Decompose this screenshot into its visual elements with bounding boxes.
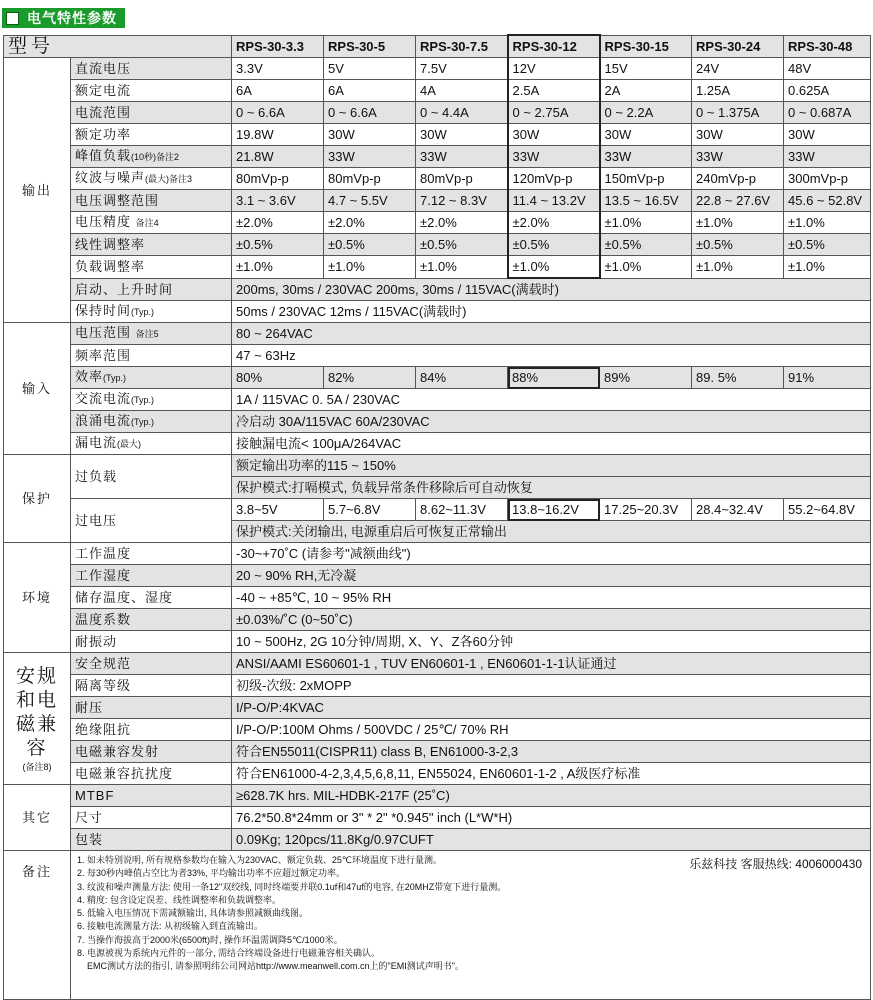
value-cell: 7.5V	[416, 58, 508, 80]
value-cell: 50ms / 230VAC 12ms / 115VAC(满载时)	[232, 301, 871, 323]
hotline-text: 乐兹科技 客服热线: 4006000430	[689, 857, 863, 871]
item-label: 线性调整率	[71, 234, 232, 256]
note-item: 5. 低输入电压情况下需减额输出, 具体请参照减额曲线图。	[77, 908, 309, 919]
value-cell: 150mVp-p	[600, 168, 692, 190]
value-cell: ±2.0%	[416, 212, 508, 234]
row-overload-1	[4, 455, 871, 477]
row-input-voltage	[4, 323, 871, 345]
value-cell: 13.5 ~ 16.5V	[600, 190, 692, 212]
note-item: 8. 电源被视为系统内元件的一部分, 需结合终端设备进行电磁兼容相关确认。	[77, 948, 381, 959]
item-label: 温度系数	[71, 609, 232, 631]
value-cell: ±0.5%	[324, 234, 416, 256]
row-inrush	[4, 411, 871, 433]
value-cell: ≥628.7K hrs. MIL-HDBK-217F (25˚C)	[232, 785, 871, 807]
value-cell: 3.8~5V	[232, 499, 324, 521]
item-label-text: 电压范围	[75, 325, 132, 340]
value-cell: 80%	[232, 367, 324, 389]
value-cell: 12V	[508, 58, 600, 80]
value-cell: 5V	[324, 58, 416, 80]
value-cell: 80mVp-p	[324, 168, 416, 190]
item-label	[71, 301, 232, 323]
value-cell: 28.4~32.4V	[692, 499, 784, 521]
item-label: 启动、上升时间	[71, 278, 232, 301]
value-cell: 保护模式:关闭输出, 电源重启后可恢复正常输出	[232, 521, 871, 543]
value-cell: ±0.5%	[784, 234, 871, 256]
value-cell: 接触漏电流< 100μA/264VAC	[232, 433, 871, 455]
value-cell: 15V	[600, 58, 692, 80]
value-cell: -30~+70˚C (请参考"减额曲线")	[232, 543, 871, 565]
row-emc-emission	[4, 741, 871, 763]
item-label-text: 效率	[75, 369, 104, 384]
value-cell: 33W	[416, 146, 508, 168]
group-notes: 备注	[4, 851, 71, 1000]
section-title: 电气特性参数	[27, 10, 117, 26]
value-cell: 0 ~ 2.75A	[508, 102, 600, 124]
row-isolation	[4, 675, 871, 697]
row-temp-coeff	[4, 609, 871, 631]
item-label: 电磁兼容抗扰度	[71, 763, 232, 785]
item-label: 包装	[71, 829, 232, 851]
group-safety-note: (备注8)	[22, 761, 52, 772]
value-cell: 13.8~16.2V	[508, 499, 600, 521]
value-cell: 17.25~20.3V	[600, 499, 692, 521]
item-label-text: 保持时间	[75, 303, 132, 318]
value-cell: ±2.0%	[232, 212, 324, 234]
row-dimension	[4, 807, 871, 829]
item-label-text: 浪涌电流	[75, 413, 132, 428]
value-cell: 8.62~11.3V	[416, 499, 508, 521]
item-label-note: (最大)备注3	[145, 174, 193, 184]
item-label-note: (Typ.)	[103, 373, 127, 383]
item-label-text: 峰值负载	[75, 148, 132, 163]
item-label: 尺寸	[71, 807, 232, 829]
item-label: 电压调整范围	[71, 190, 232, 212]
section-header	[2, 8, 125, 28]
value-cell: I/P-O/P:100M Ohms / 500VDC / 25℃/ 70% RH	[232, 719, 871, 741]
item-label-note: (Typ.)	[131, 395, 155, 405]
value-cell: ±1.0%	[416, 256, 508, 279]
item-label	[71, 323, 232, 345]
value-cell: 初级-次级: 2xMOPP	[232, 675, 871, 697]
value-cell: ±1.0%	[232, 256, 324, 279]
group-safety-label: 安规和电磁兼容	[15, 665, 58, 759]
row-peak-load	[4, 146, 871, 168]
spec-table	[3, 34, 871, 1000]
value-cell: 45.6 ~ 52.8V	[784, 190, 871, 212]
row-isolation-resistance	[4, 719, 871, 741]
row-ac-current	[4, 389, 871, 411]
value-cell: 33W	[324, 146, 416, 168]
value-cell: 7.12 ~ 8.3V	[416, 190, 508, 212]
value-cell: ±2.0%	[324, 212, 416, 234]
value-cell: ±0.5%	[508, 234, 600, 256]
value-cell: ±0.5%	[232, 234, 324, 256]
row-withstand	[4, 697, 871, 719]
value-cell: ±2.0%	[508, 212, 600, 234]
value-cell: 30W	[784, 124, 871, 146]
value-cell: 47 ~ 63Hz	[232, 345, 871, 367]
value-cell: ±1.0%	[508, 256, 600, 279]
row-emc-immunity	[4, 763, 871, 785]
item-label	[71, 212, 232, 234]
value-cell: 80mVp-p	[416, 168, 508, 190]
item-label: 工作温度	[71, 543, 232, 565]
value-cell: 84%	[416, 367, 508, 389]
note-item: 4. 精度: 包含设定误差、线性调整率和负载调整率。	[77, 894, 282, 905]
value-cell: 30W	[600, 124, 692, 146]
row-load-reg	[4, 256, 871, 279]
notes-cell	[71, 851, 871, 1000]
value-cell: 30W	[508, 124, 600, 146]
item-label	[71, 168, 232, 190]
row-packing	[4, 829, 871, 851]
value-cell: 冷启动 30A/115VAC 60A/230VAC	[232, 411, 871, 433]
group-output: 输出	[4, 58, 71, 323]
value-cell: 19.8W	[232, 124, 324, 146]
value-cell: ±0.5%	[600, 234, 692, 256]
model-label: 型号	[4, 35, 232, 58]
item-label: 工作湿度	[71, 565, 232, 587]
item-label	[71, 367, 232, 389]
item-label-text: 电压精度	[75, 214, 132, 229]
value-cell: ±1.0%	[600, 212, 692, 234]
note-item: 6. 接触电流测量方法: 从初级输入到直流输出。	[77, 921, 264, 932]
row-adj-range	[4, 190, 871, 212]
item-label: 频率范围	[71, 345, 232, 367]
value-cell: 21.8W	[232, 146, 324, 168]
row-input-freq	[4, 345, 871, 367]
row-work-humidity	[4, 565, 871, 587]
value-cell: 5.7~6.8V	[324, 499, 416, 521]
value-cell: 保护模式:打嗝模式, 负载异常条件移除后可自动恢复	[232, 477, 871, 499]
value-cell: 3.1 ~ 3.6V	[232, 190, 324, 212]
value-cell: 22.8 ~ 27.6V	[692, 190, 784, 212]
item-label-note: (Typ.)	[131, 417, 155, 427]
item-label-text: 纹波与噪声	[75, 170, 146, 185]
model-row	[4, 35, 871, 58]
value-cell: 48V	[784, 58, 871, 80]
value-cell: ±1.0%	[784, 256, 871, 279]
value-cell: 200ms, 30ms / 230VAC 200ms, 30ms / 115VAC(满载时)	[232, 278, 871, 301]
item-label	[71, 411, 232, 433]
model-name: RPS-30-15	[600, 35, 692, 58]
value-cell: 82%	[324, 367, 416, 389]
value-cell: 20 ~ 90% RH,无冷凝	[232, 565, 871, 587]
item-label	[71, 389, 232, 411]
row-current-range	[4, 102, 871, 124]
value-cell: 120mVp-p	[508, 168, 600, 190]
value-cell: ±1.0%	[692, 212, 784, 234]
item-label: 负载调整率	[71, 256, 232, 279]
note-item: 1. 如未特别说明, 所有规格参数均在输入为230VAC、额定负载、25℃环境温度下进行量测。	[77, 855, 442, 865]
item-label: 过负载	[71, 455, 232, 499]
item-label: 额定电流	[71, 80, 232, 102]
value-cell: 0 ~ 4.4A	[416, 102, 508, 124]
value-cell: 30W	[416, 124, 508, 146]
row-mtbf	[4, 785, 871, 807]
value-cell: ±1.0%	[784, 212, 871, 234]
item-label-note: (Typ.)	[131, 307, 155, 317]
item-label: MTBF	[71, 785, 232, 807]
value-cell: ±1.0%	[324, 256, 416, 279]
item-label: 绝缘阻抗	[71, 719, 232, 741]
value-cell: 24V	[692, 58, 784, 80]
value-cell: 4A	[416, 80, 508, 102]
item-label-note: (10秒)备注2	[131, 152, 180, 162]
value-cell: 33W	[508, 146, 600, 168]
row-setup-time	[4, 278, 871, 301]
value-cell: 89. 5%	[692, 367, 784, 389]
item-label: 电磁兼容发射	[71, 741, 232, 763]
value-cell: -40 ~ +85℃, 10 ~ 95% RH	[232, 587, 871, 609]
row-storage	[4, 587, 871, 609]
row-rated-power	[4, 124, 871, 146]
value-cell: 0 ~ 6.6A	[324, 102, 416, 124]
value-cell: 0 ~ 1.375A	[692, 102, 784, 124]
group-others: 其它	[4, 785, 71, 851]
value-cell: 88%	[508, 367, 600, 389]
row-efficiency	[4, 367, 871, 389]
item-label: 耐压	[71, 697, 232, 719]
item-label: 储存温度、湿度	[71, 587, 232, 609]
row-tolerance	[4, 212, 871, 234]
value-cell: 0.625A	[784, 80, 871, 102]
value-cell: 1A / 115VAC 0. 5A / 230VAC	[232, 389, 871, 411]
square-bullet-icon	[6, 12, 19, 25]
row-ripple	[4, 168, 871, 190]
row-safety-standards	[4, 653, 871, 675]
item-label-note: 备注5	[135, 329, 159, 339]
row-leakage	[4, 433, 871, 455]
value-cell: ±0.5%	[416, 234, 508, 256]
value-cell: 91%	[784, 367, 871, 389]
value-cell: 0 ~ 2.2A	[600, 102, 692, 124]
value-cell: ANSI/AAMI ES60601-1 , TUV EN60601-1 , EN60601-1-1认证通过	[232, 653, 871, 675]
value-cell: 0 ~ 6.6A	[232, 102, 324, 124]
value-cell: 240mVp-p	[692, 168, 784, 190]
value-cell: 符合EN55011(CISPR11) class B, EN61000-3-2,3	[232, 741, 871, 763]
item-label: 额定功率	[71, 124, 232, 146]
item-label: 过电压	[71, 499, 232, 543]
value-cell: 0.09Kg; 120pcs/11.8Kg/0.97CUFT	[232, 829, 871, 851]
value-cell: 2.5A	[508, 80, 600, 102]
model-name: RPS-30-5	[324, 35, 416, 58]
item-label: 直流电压	[71, 58, 232, 80]
item-label-text: 交流电流	[75, 391, 132, 406]
value-cell: ±1.0%	[692, 256, 784, 279]
value-cell: 33W	[600, 146, 692, 168]
item-label	[71, 433, 232, 455]
value-cell: ±0.03%/˚C (0~50˚C)	[232, 609, 871, 631]
model-name: RPS-30-48	[784, 35, 871, 58]
value-cell: 33W	[784, 146, 871, 168]
note-item: 2. 每30秒内峰值占空比为者33%, 平均输出功率不应超过额定功率。	[77, 868, 346, 879]
note-item: 7. 当操作海拔高于2000米(6500ft)时, 操作环温需调降5℃/1000米。	[77, 934, 343, 945]
value-cell: 6A	[232, 80, 324, 102]
row-notes	[4, 851, 871, 1000]
row-vibration	[4, 631, 871, 653]
item-label: 耐振动	[71, 631, 232, 653]
value-cell: 0 ~ 0.687A	[784, 102, 871, 124]
value-cell: 30W	[324, 124, 416, 146]
value-cell: I/P-O/P:4KVAC	[232, 697, 871, 719]
value-cell: 3.3V	[232, 58, 324, 80]
item-label: 电流范围	[71, 102, 232, 124]
value-cell: 33W	[692, 146, 784, 168]
item-label: 隔离等级	[71, 675, 232, 697]
value-cell: 11.4 ~ 13.2V	[508, 190, 600, 212]
item-label-text: 漏电流	[75, 435, 118, 450]
row-overvoltage-1	[4, 499, 871, 521]
group-protection: 保护	[4, 455, 71, 543]
value-cell: 符合EN61000-4-2,3,4,5,6,8,11, EN55024, EN60601-1-2 , A级医疗标准	[232, 763, 871, 785]
row-hold-time	[4, 301, 871, 323]
value-cell: 额定输出功率的115 ~ 150%	[232, 455, 871, 477]
value-cell: 1.25A	[692, 80, 784, 102]
row-line-reg	[4, 234, 871, 256]
model-name: RPS-30-7.5	[416, 35, 508, 58]
item-label: 安全规范	[71, 653, 232, 675]
value-cell: ±1.0%	[600, 256, 692, 279]
group-input: 输入	[4, 323, 71, 455]
value-cell: 2A	[600, 80, 692, 102]
value-cell: 300mVp-p	[784, 168, 871, 190]
value-cell: 6A	[324, 80, 416, 102]
item-label-note: (最大)	[117, 439, 142, 449]
note-item: EMC测试方法的指引, 请参照明纬公司网站http://www.meanwell.com.cn上的"EMI测试声明书"。	[77, 961, 464, 972]
value-cell: 55.2~64.8V	[784, 499, 871, 521]
model-name: RPS-30-3.3	[232, 35, 324, 58]
group-environment: 环境	[4, 543, 71, 653]
value-cell: 10 ~ 500Hz, 2G 10分钟/周期, X、Y、Z各60分钟	[232, 631, 871, 653]
value-cell: 76.2*50.8*24mm or 3" * 2" *0.945" inch (L*W*H)	[232, 807, 871, 829]
row-rated-current	[4, 80, 871, 102]
model-name: RPS-30-12	[508, 35, 600, 58]
value-cell: 89%	[600, 367, 692, 389]
item-label	[71, 146, 232, 168]
value-cell: 80mVp-p	[232, 168, 324, 190]
model-name: RPS-30-24	[692, 35, 784, 58]
row-work-temp	[4, 543, 871, 565]
value-cell: 80 ~ 264VAC	[232, 323, 871, 345]
item-label-note: 备注4	[135, 218, 159, 228]
value-cell: ±0.5%	[692, 234, 784, 256]
row-dc-voltage	[4, 58, 871, 80]
value-cell: 4.7 ~ 5.5V	[324, 190, 416, 212]
value-cell: 30W	[692, 124, 784, 146]
group-safety-emc	[4, 653, 71, 785]
note-item: 3. 纹波和噪声测量方法: 使用一条12"双绞线, 同时终端要并联0.1uf和47uf的电容, 在20MHZ带宽下进行量测。	[77, 881, 507, 892]
